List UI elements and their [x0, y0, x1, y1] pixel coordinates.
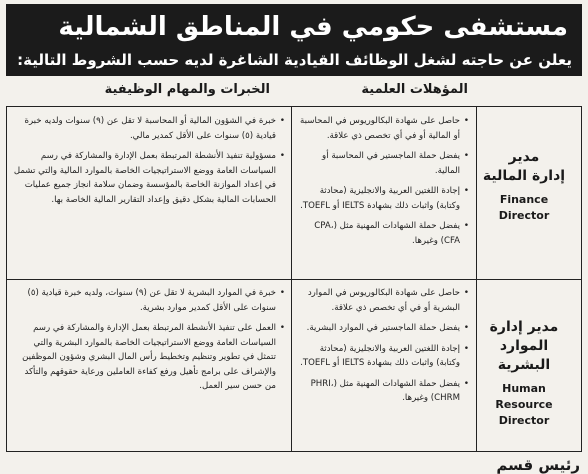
role-title-en: Director	[498, 414, 550, 427]
experience-cell	[12, 286, 286, 400]
role-title-ar: مدير إدارة	[489, 319, 559, 335]
experience-column-header: الخبرات والمهام الوظيفية	[104, 82, 270, 97]
role-title-ar: مدير	[508, 149, 540, 165]
row-divider	[7, 279, 581, 280]
role-title-en: Director	[498, 209, 550, 222]
list-item: • العمل على تنفيذ الأنشطة المرتبطة بعمل الإدارة والمشاركة في رسم السياسات العامة ووضع الاستراتيجيات الخاصة بالموارد البشرية والتي تتمثل في تطوير وتنظيم وتخطيط رأس المال البشري وشؤون الموظفين والإشراف على برامج تأهيل ورفع كفاءة العاملين ورعاية حقوقهم والتأكد من حسن سير العمل.	[12, 321, 276, 394]
role-title-en: Finance	[499, 193, 549, 206]
ad-subtitle: يعلن عن حاجته لشغل الوظائف القيادية الشاغرة لديه حسب الشروط التالية:	[17, 51, 572, 69]
role-title-ar: إدارة المالية	[482, 168, 566, 184]
role-title-hr	[476, 318, 572, 429]
qualifications-cell	[296, 286, 470, 412]
list-item: • خبرة في الموارد البشرية لا تقل عن (٩) سنوات، ولديه خبرة قيادية (٥) سنوات على الأقل كمدير موارد بشرية.	[12, 286, 276, 315]
next-role-title-fragment: رئيس قسم	[496, 456, 580, 474]
ad-title: مستشفى حكومي في المناطق الشمالية	[58, 12, 568, 42]
list-item: • حاصل على شهادة البكالوريوس في الموارد البشرية أو في أي تخصص ذي علاقة.	[296, 286, 460, 315]
qualifications-column-header: المؤهلات العلمية	[361, 82, 468, 97]
list-item: • إجادة اللغتين العربية والانجليزية (محادثة وكتابة) واثبات ذلك بشهادة IELTS أو TOEFL.	[296, 184, 460, 213]
list-item: • يفضل حملة الشهادات المهنية مثل (PHRI، CHRM) وغيرها.	[296, 377, 460, 406]
list-item: • يفضل حملة الماجستير في الموارد البشرية.	[296, 321, 460, 336]
list-item: • إجادة اللغتين العربية والانجليزية (محادثة وكتابة) واثبات ذلك بشهادة IELTS أو TOEFL.	[296, 342, 460, 371]
list-item: • يفضل حملة الماجستير في المحاسبة أو المالية.	[296, 149, 460, 178]
role-title-en: Resource	[495, 398, 553, 411]
role-title-ar: الموارد البشرية	[497, 338, 551, 373]
list-item: • حاصل على شهادة البكالوريوس في المحاسبة أو المالية أو في أي تخصص ذي علاقة.	[296, 114, 460, 143]
list-item: • خبرة في الشؤون المالية أو المحاسبة لا تقل عن (٩) سنوات ولديه خبرة قيادية (٥) سنوات على الأقل كمدير مالي.	[12, 114, 276, 143]
role-title-finance	[476, 148, 572, 224]
role-title-en: Human	[502, 382, 546, 395]
list-item: • يفضل حملة الشهادات المهنية مثل (CPA، CFA) وغيرها.	[296, 219, 460, 248]
experience-cell	[12, 114, 286, 213]
ad-header	[6, 4, 582, 76]
qualifications-cell	[296, 114, 470, 254]
list-item: • مسؤولية تنفيذ الأنشطة المرتبطة بعمل الإدارة والمشاركة في رسم السياسات العامة ووضع الاستراتيجيات الخاصة بالموارد المالية والتي تشمل في إعداد الموازنة الخاصة بالمؤسسة وضمان سلامة انجاز جميع عمليات الحسابات المالية بشكل دقيق وإعداد التقارير المالية الخاصة بها.	[12, 149, 276, 207]
